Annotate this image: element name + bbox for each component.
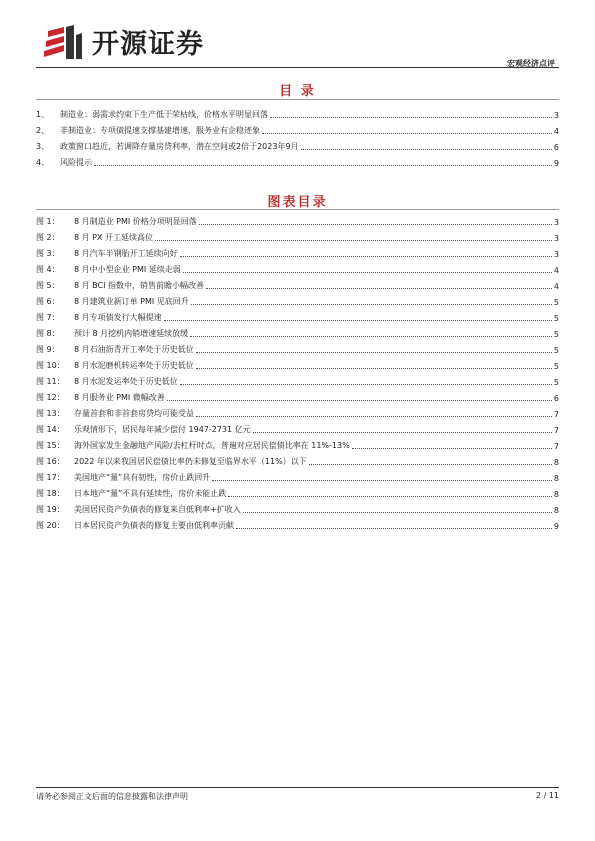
toc-entry[interactable] <box>36 104 559 120</box>
toc-entry-number: 3、 <box>36 142 50 151</box>
figure-entry-leader-dots <box>180 383 552 385</box>
figure-entry-number: 图 8： <box>36 329 60 338</box>
toc-entry-number: 4、 <box>36 158 50 167</box>
footer-disclaimer: 请务必参阅正文后面的信息披露和法律声明 <box>36 792 188 801</box>
figure-entry-leader-dots <box>180 255 552 257</box>
figure-entry-page: 9 <box>553 522 559 531</box>
toc-entry-page: 3 <box>553 111 559 120</box>
figure-entry-leader-dots <box>236 527 552 529</box>
figure-entry-page: 8 <box>553 506 559 515</box>
figure-entry-text: 8 月建筑业新订单 PMI 见底回升 <box>74 297 189 306</box>
figure-entry-page: 5 <box>553 362 559 371</box>
figure-entry-leader-dots <box>183 271 552 273</box>
toc-entry-leader-dots <box>270 116 552 118</box>
figure-entry-page: 7 <box>553 410 559 419</box>
figure-entry-leader-dots <box>190 335 552 337</box>
toc-entry-page: 9 <box>553 159 559 168</box>
page-number: 2 / 11 <box>535 791 559 800</box>
figure-entry-leader-dots <box>243 511 552 513</box>
figure-entry-leader-dots <box>309 463 552 465</box>
toc-title-divider <box>36 99 559 100</box>
figure-entry-text: 2022 年以来我国居民偿债比率仍未修复至临界水平（11%）以下 <box>74 457 307 466</box>
figure-entry-text: 美国地产“量”具有韧性，房价止跌回升 <box>74 473 211 482</box>
figure-entry-number: 图 9： <box>36 345 60 354</box>
figure-entry-number: 图 6： <box>36 297 60 306</box>
figure-entry-number: 图 2： <box>36 233 60 242</box>
toc-entry-text: 风险提示 <box>60 158 92 167</box>
figure-entry-text: 8 月水泥发运率处于历史低位 <box>74 377 178 386</box>
kaiyuan-logo-icon <box>44 25 84 59</box>
figure-entry-number: 图 20： <box>36 521 65 530</box>
figure-entry-text: 8 月石油沥青开工率处于历史低位 <box>74 345 194 354</box>
figure-entry[interactable] <box>36 211 559 227</box>
figure-entry-text: 8 月服务业 PMI 微幅改善 <box>74 393 165 402</box>
figure-entry-number: 图 5： <box>36 281 60 290</box>
toc-entry-text: 政策窗口趋近，若调降存量房贷利率，潜在空间或2倍于2023年9月 <box>60 142 299 151</box>
figure-entry-page: 5 <box>553 378 559 387</box>
figure-entry-page: 8 <box>553 490 559 499</box>
company-name: 开源证券 <box>92 29 204 60</box>
footer-divider <box>36 787 559 788</box>
figure-entry-text: 8 月 PX 开工延续高位 <box>74 233 154 242</box>
figure-entry-page: 3 <box>553 250 559 259</box>
figure-entry-text: 8 月制造业 PMI 价格分项明显回落 <box>74 217 197 226</box>
toc-entry[interactable] <box>36 120 559 136</box>
figure-entry-page: 5 <box>553 330 559 339</box>
figure-entry-page: 7 <box>553 426 559 435</box>
figure-entry-text: 海外国家发生金融地产风险/去杠杆时点，普遍对应居民偿债比率在 11%-13% <box>74 441 350 450</box>
figure-entry-leader-dots <box>191 303 552 305</box>
figure-entry-number: 图 4： <box>36 265 60 274</box>
figure-entry-page: 4 <box>553 266 559 275</box>
toc-entry-text: 非制造业：专项债提速支撑基建增速，服务业有企稳迹象 <box>60 126 260 135</box>
figure-entry-leader-dots <box>228 495 552 497</box>
toc-entry-page: 6 <box>553 143 559 152</box>
figure-entry[interactable] <box>36 227 559 243</box>
figures-title-divider <box>36 209 559 210</box>
figure-entry[interactable] <box>36 403 559 419</box>
toc-entry-leader-dots <box>301 148 552 150</box>
figures-list <box>36 211 559 531</box>
figure-entry-number: 图 19： <box>36 505 65 514</box>
toc-entry-number: 2、 <box>36 126 50 135</box>
figure-entry-number: 图 1： <box>36 217 60 226</box>
figure-entry-page: 5 <box>553 346 559 355</box>
figure-entry-text: 乐观情形下，居民每年减少偿付 1947-2731 亿元 <box>74 425 251 434</box>
figure-entry-page: 5 <box>553 314 559 323</box>
figure-entry-page: 7 <box>553 442 559 451</box>
figure-entry-page: 4 <box>553 282 559 291</box>
toc-entry[interactable] <box>36 152 559 168</box>
figure-entry-text: 存量首套和非首套房贷均可能受益 <box>74 409 194 418</box>
figure-entry[interactable] <box>36 355 559 371</box>
figure-entry[interactable] <box>36 515 559 531</box>
toc-entry[interactable] <box>36 136 559 152</box>
figure-entry[interactable] <box>36 371 559 387</box>
figure-entry-leader-dots <box>167 399 552 401</box>
figure-entry-number: 图 13： <box>36 409 65 418</box>
toc-title: 目 录 <box>279 84 316 99</box>
toc-entry-text: 制造业：弱需求约束下生产低于荣枯线，价格水平明显回落 <box>60 110 268 119</box>
figure-entry[interactable] <box>36 419 559 435</box>
figure-entry-leader-dots <box>196 351 552 353</box>
figure-entry-number: 图 7： <box>36 313 60 322</box>
figure-entry-number: 图 18： <box>36 489 65 498</box>
header-divider <box>36 67 559 68</box>
figure-entry[interactable] <box>36 499 559 515</box>
figure-entry-text: 预计 8 月挖机内销增速延续放缓 <box>74 329 189 338</box>
report-type: 宏观经济点评 <box>507 59 555 68</box>
figure-entry-leader-dots <box>352 447 552 449</box>
figure-entry-text: 8 月汽车半钢胎开工延续向好 <box>74 249 178 258</box>
figure-entry-leader-dots <box>212 479 552 481</box>
figure-entry[interactable] <box>36 483 559 499</box>
figure-entry-number: 图 15： <box>36 441 65 450</box>
figure-entry-number: 图 17： <box>36 473 65 482</box>
figure-entry[interactable] <box>36 307 559 323</box>
figure-entry-number: 图 3： <box>36 249 60 258</box>
figure-entry-number: 图 12： <box>36 393 65 402</box>
toc-entry-page: 4 <box>553 127 559 136</box>
figure-entry[interactable] <box>36 339 559 355</box>
figure-entry-text: 美国居民资产负债表的修复来自低利率+扩收入 <box>74 505 241 514</box>
figure-entry[interactable] <box>36 291 559 307</box>
figure-entry-number: 图 14： <box>36 425 65 434</box>
figure-entry[interactable] <box>36 275 559 291</box>
figure-entry-page: 8 <box>553 458 559 467</box>
figure-entry-text: 8 月 BCI 指数中，销售前瞻小幅改善 <box>74 281 205 290</box>
figure-entry-leader-dots <box>155 239 552 241</box>
figure-entry-leader-dots <box>206 287 552 289</box>
figure-entry-leader-dots <box>253 431 552 433</box>
figure-entry-text: 8 月水泥磨机转运率处于历史低位 <box>74 361 194 370</box>
figure-entry-page: 3 <box>553 234 559 243</box>
figure-entry-text: 日本居民资产负债表的修复主要由低利率贡献 <box>74 521 234 530</box>
figure-entry[interactable] <box>36 259 559 275</box>
figure-entry-text: 8 月专项债发行大幅提速 <box>74 313 162 322</box>
figures-title: 图表目录 <box>267 195 328 210</box>
figure-entry[interactable] <box>36 243 559 259</box>
figure-entry-text: 日本地产“量”不具有延续性，房价未能止跌 <box>74 489 227 498</box>
company-logo <box>44 22 204 61</box>
toc-entry-leader-dots <box>262 132 552 134</box>
figure-entry-number: 图 16： <box>36 457 65 466</box>
figure-entry-number: 图 10： <box>36 361 65 370</box>
figure-entry[interactable] <box>36 387 559 403</box>
figure-entry-number: 图 11： <box>36 377 65 386</box>
figure-entry[interactable] <box>36 435 559 451</box>
figure-entry-page: 8 <box>553 474 559 483</box>
figure-entry-page: 5 <box>553 298 559 307</box>
figure-entry-page: 3 <box>553 218 559 227</box>
toc-list <box>36 104 559 168</box>
figure-entry[interactable] <box>36 451 559 467</box>
toc-entry-number: 1、 <box>36 110 50 119</box>
figure-entry-leader-dots <box>196 367 552 369</box>
figure-entry-text: 8 月中小型企业 PMI 延续走弱 <box>74 265 181 274</box>
figure-entry-leader-dots <box>199 223 552 225</box>
figure-entry-page: 6 <box>553 394 559 403</box>
toc-entry-leader-dots <box>94 164 552 166</box>
figure-entry-leader-dots <box>196 415 552 417</box>
page-header <box>36 14 559 70</box>
figure-entry-leader-dots <box>164 319 552 321</box>
figure-entry[interactable] <box>36 323 559 339</box>
figure-entry[interactable] <box>36 467 559 483</box>
